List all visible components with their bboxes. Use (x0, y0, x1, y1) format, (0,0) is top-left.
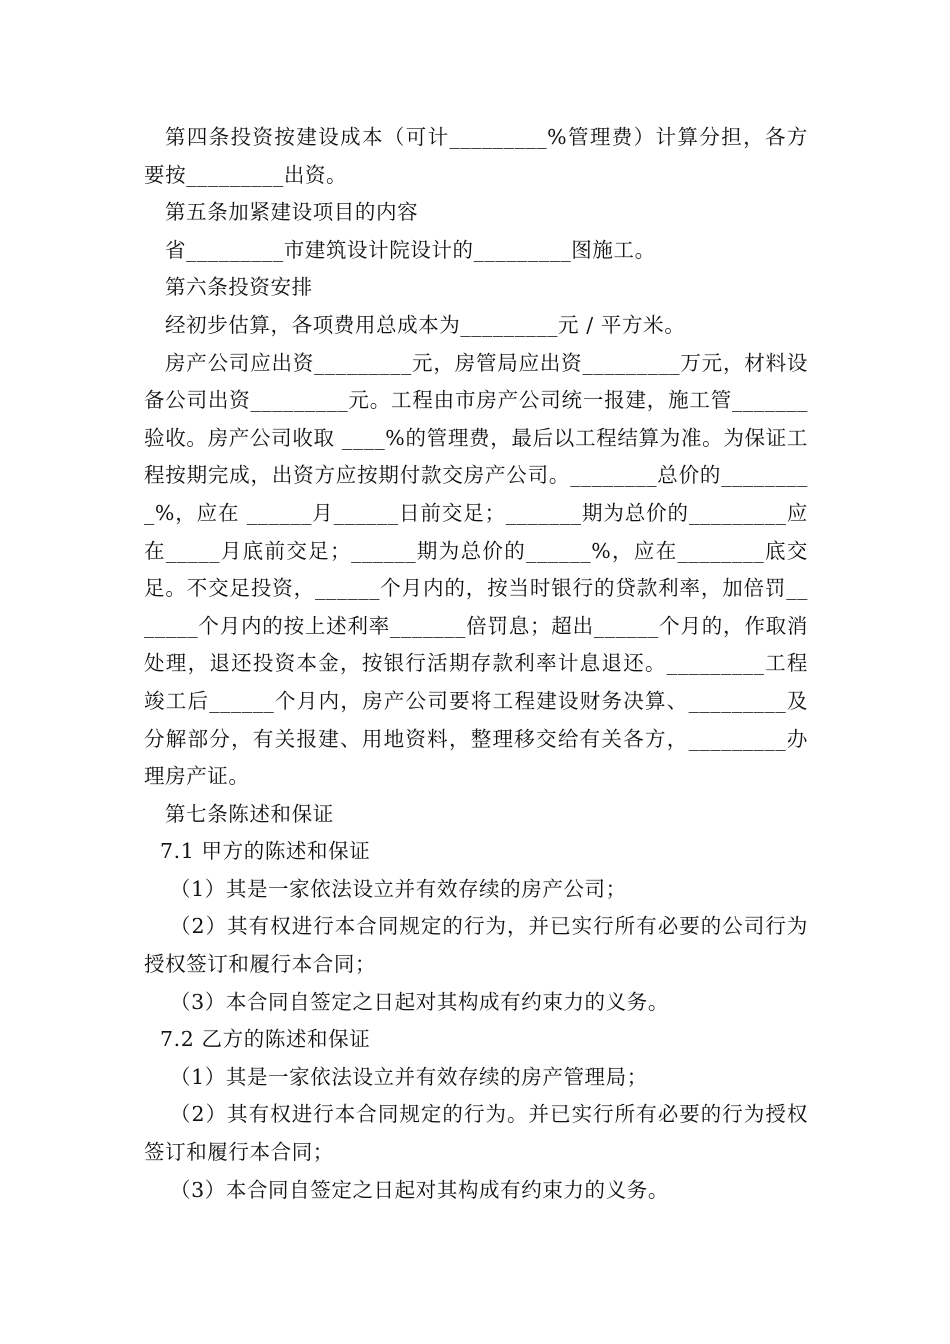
article-5-content: 省_________市建筑设计院设计的_________图施工。 (165, 237, 656, 262)
section-7-2-heading: 7.2 乙方的陈述和保证 (160, 1027, 371, 1052)
section-7-2-item-3: （3）本合同自签定之日起对其构成有约束力的义务。 (170, 1177, 669, 1202)
document-body (144, 119, 808, 1209)
article-7-heading: 第七条陈述和保证 (165, 801, 334, 826)
section-7-2-item-2: （2）其有权进行本合同规定的行为。并已实行所有必要的行为授权签订和履行本合同； (144, 1102, 808, 1165)
section-7-1-item-2: （2）其有权进行本合同规定的行为，并已实行所有必要的公司行为授权签订和履行本合同； (144, 914, 808, 977)
article-6-arrangement: 房产公司应出资_________元，房管局应出资_________万元，材料设备公司出资_________元。工程由市房产公司统一报建，施工管_______验收。房产公司收取 ____%的管理费，最后以工程结算为准。为保证工程按期完成，出资方应按期付款交房产公司。________总价的_________%，应在 ______月______日前交足；_______期为总价的_________应在_____月底前交足；______期为总价的______%，应在________底交足。不交足投资，______个月内的，按当时银行的贷款利率，加倍罚_______个月内的按上述利率_______倍罚息；超出______个月的，作取消处理，退还投资本金，按银行活期存款利率计息退还。_________工程竣工后______个月内，房产公司要将工程建设财务决算、_________及分解部分，有关报建、用地资料，整理移交给有关各方，_________办理房产证。 (144, 350, 808, 789)
article-6-heading: 第六条投资安排 (165, 275, 313, 300)
article-6-estimate: 经初步估算，各项费用总成本为_________元 / 平方米。 (165, 312, 686, 337)
section-7-1-heading: 7.1 甲方的陈述和保证 (160, 839, 371, 864)
article-5-heading: 第五条加紧建设项目的内容 (165, 200, 419, 225)
section-7-1-item-3: （3）本合同自签定之日起对其构成有约束力的义务。 (170, 989, 669, 1014)
section-7-2-item-1: （1）其是一家依法设立并有效存续的房产管理局； (170, 1064, 648, 1089)
section-7-1-item-1: （1）其是一家依法设立并有效存续的房产公司； (170, 876, 627, 901)
article-4-paragraph: 第四条投资按建设成本（可计_________%管理费）计算分担，各方要按_________出资。 (144, 125, 808, 187)
